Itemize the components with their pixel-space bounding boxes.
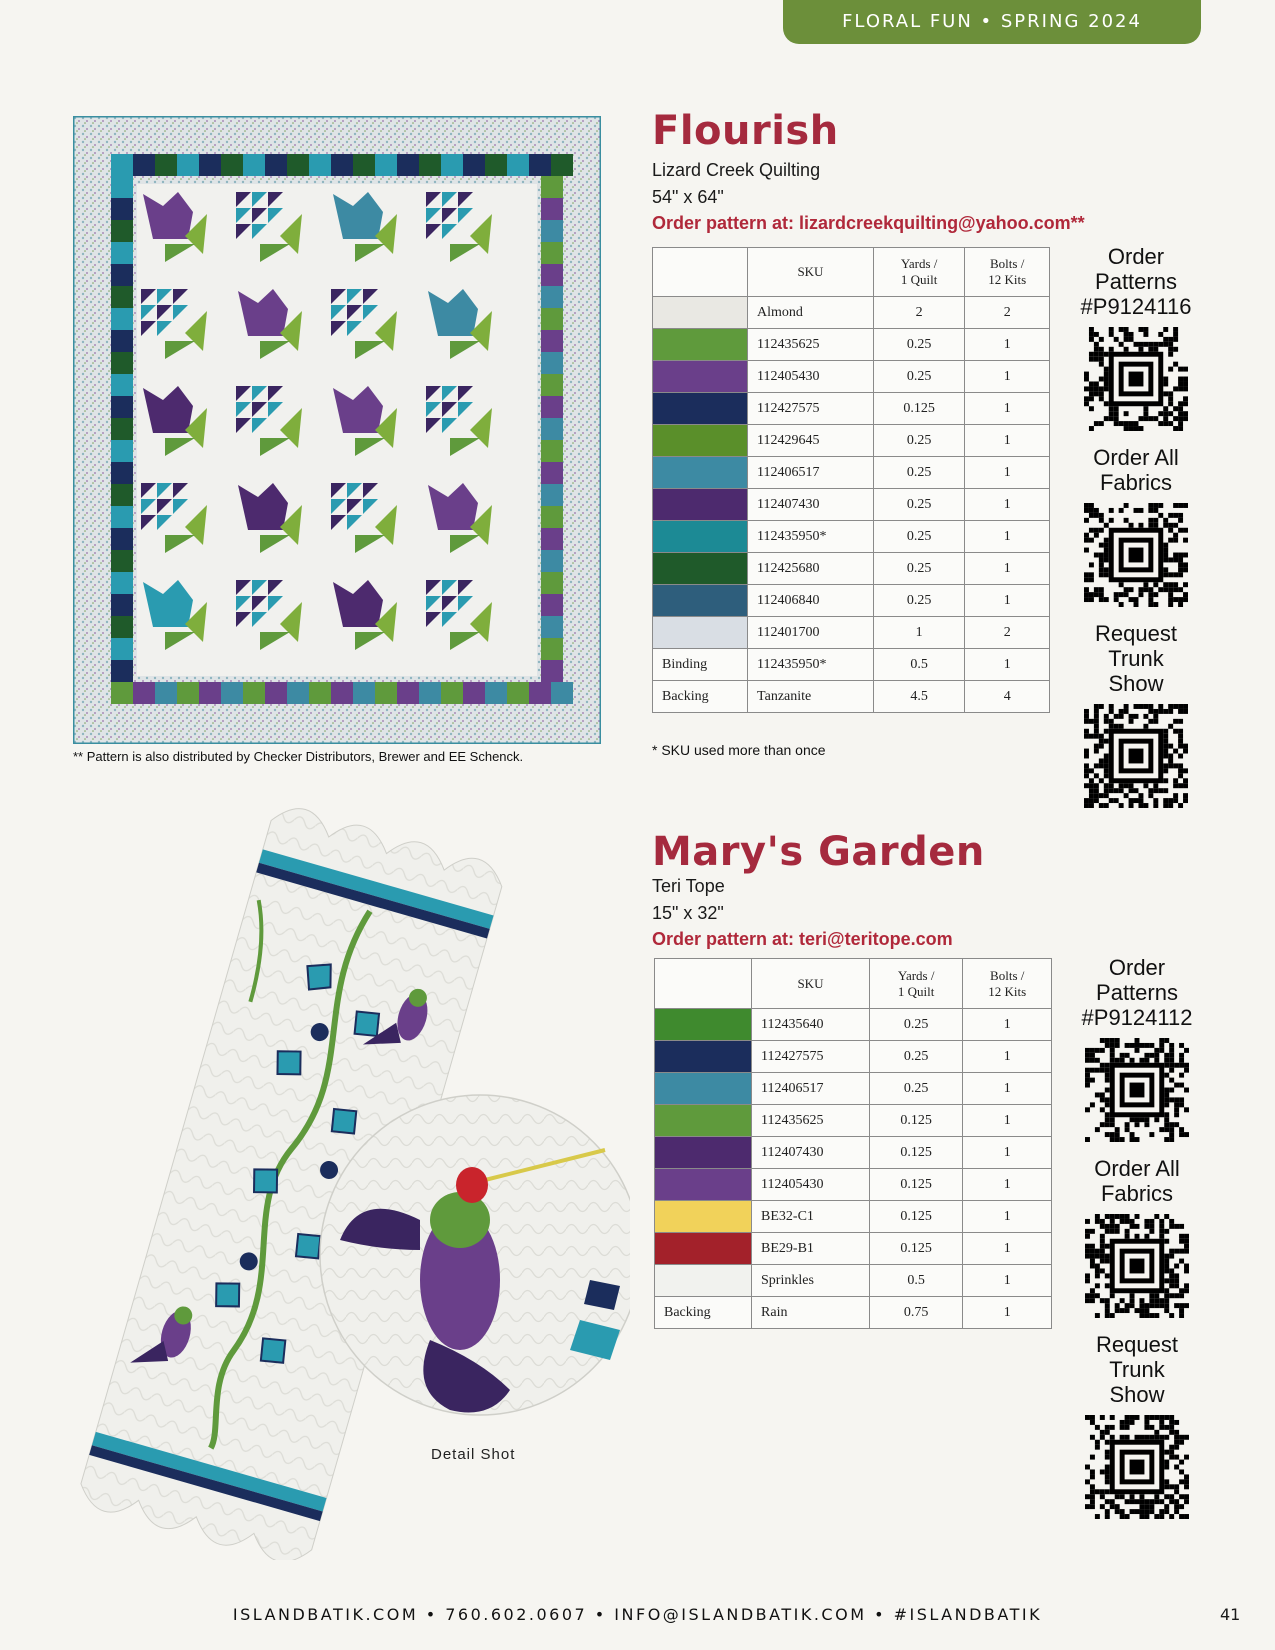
bolts-cell: 1 <box>965 393 1050 425</box>
bolts-cell: 1 <box>965 521 1050 553</box>
bolts-cell: 1 <box>965 649 1050 681</box>
fabric-swatch <box>653 585 748 617</box>
fabric-row <box>653 297 1050 329</box>
pattern-title-marys-garden: Mary's Garden <box>652 829 985 875</box>
sku-header: SKU <box>752 959 870 1009</box>
bolts-cell: 1 <box>963 1041 1052 1073</box>
yards-cell: 0.25 <box>873 329 965 361</box>
fabric-row <box>653 585 1050 617</box>
bolts-cell: 1 <box>965 585 1050 617</box>
sku-cell: 112435625 <box>752 1105 870 1137</box>
sku-cell: Rain <box>752 1297 870 1329</box>
row-label: Backing <box>655 1297 752 1329</box>
sku-cell: 112406840 <box>748 585 874 617</box>
yards-cell: 0.25 <box>869 1073 963 1105</box>
bolts-cell: 1 <box>963 1201 1052 1233</box>
yards-header: Yards / 1 Quilt <box>873 248 965 297</box>
yards-cell: 0.125 <box>869 1169 963 1201</box>
yards-cell: 1 <box>873 617 965 649</box>
fabric-swatch <box>653 297 748 329</box>
sku-cell: 112427575 <box>748 393 874 425</box>
sku-cell: 112407430 <box>748 489 874 521</box>
sku-cell: 112435950* <box>748 521 874 553</box>
fabric-swatch <box>655 1233 752 1265</box>
fabric-row <box>653 393 1050 425</box>
bolts-cell: 1 <box>965 457 1050 489</box>
fabric-swatch <box>653 617 748 649</box>
swatch-header <box>653 248 748 297</box>
request-trunk-show-qr-icon[interactable] <box>1085 1415 1189 1519</box>
sku-cell: BE29-B1 <box>752 1233 870 1265</box>
sku-cell: 112435625 <box>748 329 874 361</box>
sku-header: SKU <box>748 248 874 297</box>
sku-cell: 112435640 <box>752 1009 870 1041</box>
order-patterns-label: Order Patterns #P9124112 <box>1081 955 1193 1030</box>
yards-cell: 0.25 <box>873 425 965 457</box>
bolts-cell: 2 <box>965 297 1050 329</box>
bolts-cell: 4 <box>965 681 1050 713</box>
fabric-row <box>653 649 1050 681</box>
fabric-row <box>655 1201 1052 1233</box>
fabric-row <box>653 329 1050 361</box>
detail-shot-caption: Detail Shot <box>431 1446 516 1463</box>
fabric-swatch <box>653 361 748 393</box>
qr-column-flourish <box>1066 244 1206 808</box>
table-header-row <box>653 248 1050 297</box>
yards-cell: 2 <box>873 297 965 329</box>
sku-cell: 112407430 <box>752 1137 870 1169</box>
bolts-cell: 1 <box>965 489 1050 521</box>
request-trunk-show-label: Request Trunk Show <box>1096 1332 1178 1407</box>
order-pattern-link[interactable]: Order pattern at: lizardcreekquilting@yahoo.com** <box>652 213 1085 233</box>
order-patterns-label: Order Patterns #P9124116 <box>1080 244 1192 319</box>
fabric-row <box>653 425 1050 457</box>
designer-name: Teri Tope <box>652 876 725 896</box>
yards-cell: 0.25 <box>873 553 965 585</box>
sku-cell: Tanzanite <box>748 681 874 713</box>
sku-cell: 112427575 <box>752 1041 870 1073</box>
quilt-size: 15" x 32" <box>652 903 724 923</box>
bolts-header: Bolts / 12 Kits <box>963 959 1052 1009</box>
sku-cell: 112401700 <box>748 617 874 649</box>
bolts-cell: 1 <box>965 425 1050 457</box>
yards-cell: 0.25 <box>873 489 965 521</box>
fabric-row <box>655 1169 1052 1201</box>
yards-cell: 0.25 <box>873 361 965 393</box>
fabric-swatch <box>653 425 748 457</box>
fabric-swatch <box>655 1201 752 1233</box>
fabric-row <box>653 617 1050 649</box>
sku-footnote: * SKU used more than once <box>652 742 826 758</box>
sku-cell: Sprinkles <box>752 1265 870 1297</box>
order-patterns-qr-icon[interactable] <box>1085 1038 1189 1142</box>
fabric-swatch <box>655 1105 752 1137</box>
yards-cell: 0.125 <box>869 1105 963 1137</box>
qr-column-marys-garden <box>1067 955 1207 1519</box>
sku-cell: BE32-C1 <box>752 1201 870 1233</box>
fabric-swatch <box>653 553 748 585</box>
fabric-swatch <box>655 1169 752 1201</box>
fabric-swatch <box>653 329 748 361</box>
yards-cell: 0.25 <box>869 1041 963 1073</box>
bolts-cell: 1 <box>963 1265 1052 1297</box>
sku-cell: 112429645 <box>748 425 874 457</box>
bolts-cell: 2 <box>965 617 1050 649</box>
sku-cell: 112405430 <box>752 1169 870 1201</box>
bolts-cell: 1 <box>963 1105 1052 1137</box>
request-trunk-show-qr-icon[interactable] <box>1084 704 1188 808</box>
swatch-header <box>655 959 752 1009</box>
bolts-cell: 1 <box>963 1137 1052 1169</box>
yards-cell: 0.125 <box>873 393 965 425</box>
fabric-table-marys-garden <box>654 958 1052 1329</box>
yards-cell: 0.125 <box>869 1201 963 1233</box>
yards-cell: 0.25 <box>873 585 965 617</box>
order-all-fabrics-qr-icon[interactable] <box>1085 1214 1189 1318</box>
yards-cell: 0.5 <box>873 649 965 681</box>
fabric-row <box>655 1297 1052 1329</box>
yards-header: Yards / 1 Quilt <box>869 959 963 1009</box>
bolts-cell: 1 <box>963 1009 1052 1041</box>
bolts-cell: 1 <box>963 1073 1052 1105</box>
fabric-row <box>653 489 1050 521</box>
bolts-cell: 1 <box>965 361 1050 393</box>
fabric-row <box>653 553 1050 585</box>
fabric-row <box>653 361 1050 393</box>
sku-cell: 112406517 <box>752 1073 870 1105</box>
distribution-note: ** Pattern is also distributed by Checker Distributors, Brewer and EE Schenck. <box>73 749 524 764</box>
sku-cell: 112405430 <box>748 361 874 393</box>
fabric-swatch <box>655 1265 752 1297</box>
section-tab: FLORAL FUN • SPRING 2024 <box>783 0 1201 44</box>
bolts-header: Bolts / 12 Kits <box>965 248 1050 297</box>
bolts-cell: 1 <box>963 1233 1052 1265</box>
fabric-swatch <box>653 521 748 553</box>
yards-cell: 4.5 <box>873 681 965 713</box>
flourish-quilt-image <box>73 116 601 744</box>
row-label: Backing <box>653 681 748 713</box>
yards-cell: 0.25 <box>873 521 965 553</box>
yards-cell: 0.5 <box>869 1265 963 1297</box>
page-number: 41 <box>1220 1605 1241 1624</box>
order-patterns-qr-icon[interactable] <box>1084 327 1188 431</box>
fabric-swatch <box>653 393 748 425</box>
yards-cell: 0.25 <box>873 457 965 489</box>
sku-cell: 112406517 <box>748 457 874 489</box>
fabric-swatch <box>655 1009 752 1041</box>
fabric-row <box>655 1137 1052 1169</box>
fabric-swatch <box>653 489 748 521</box>
order-all-fabrics-qr-icon[interactable] <box>1084 503 1188 607</box>
fabric-table-flourish <box>652 247 1050 713</box>
fabric-swatch <box>653 457 748 489</box>
quilt-size: 54" x 64" <box>652 187 724 207</box>
fabric-row <box>655 1105 1052 1137</box>
pattern-title-flourish: Flourish <box>652 108 839 154</box>
footer-contact: ISLANDBATIK.COM • 760.602.0607 • INFO@ISLANDBATIK.COM • #ISLANDBATIK <box>232 1605 1043 1624</box>
order-all-fabrics-label: Order All Fabrics <box>1094 1156 1180 1206</box>
order-pattern-link[interactable]: Order pattern at: teri@teritope.com <box>652 929 953 949</box>
fabric-row <box>653 521 1050 553</box>
fabric-swatch <box>655 1137 752 1169</box>
yards-cell: 0.125 <box>869 1137 963 1169</box>
fabric-row <box>655 1233 1052 1265</box>
sku-cell: 112425680 <box>748 553 874 585</box>
designer-name: Lizard Creek Quilting <box>652 160 821 180</box>
fabric-row <box>655 1265 1052 1297</box>
yards-cell: 0.25 <box>869 1009 963 1041</box>
table-header-row <box>655 959 1052 1009</box>
row-label: Binding <box>653 649 748 681</box>
fabric-row <box>655 1041 1052 1073</box>
marys-garden-runner-image <box>60 800 630 1560</box>
fabric-swatch <box>655 1041 752 1073</box>
bolts-cell: 1 <box>965 553 1050 585</box>
bolts-cell: 1 <box>963 1297 1052 1329</box>
fabric-row <box>655 1009 1052 1041</box>
yards-cell: 0.75 <box>869 1297 963 1329</box>
yards-cell: 0.125 <box>869 1233 963 1265</box>
bolts-cell: 1 <box>965 329 1050 361</box>
fabric-row <box>655 1073 1052 1105</box>
request-trunk-show-label: Request Trunk Show <box>1095 621 1177 696</box>
fabric-row <box>653 681 1050 713</box>
sku-cell: Almond <box>748 297 874 329</box>
fabric-swatch <box>655 1073 752 1105</box>
fabric-row <box>653 457 1050 489</box>
sku-cell: 112435950* <box>748 649 874 681</box>
bolts-cell: 1 <box>963 1169 1052 1201</box>
order-all-fabrics-label: Order All Fabrics <box>1093 445 1179 495</box>
